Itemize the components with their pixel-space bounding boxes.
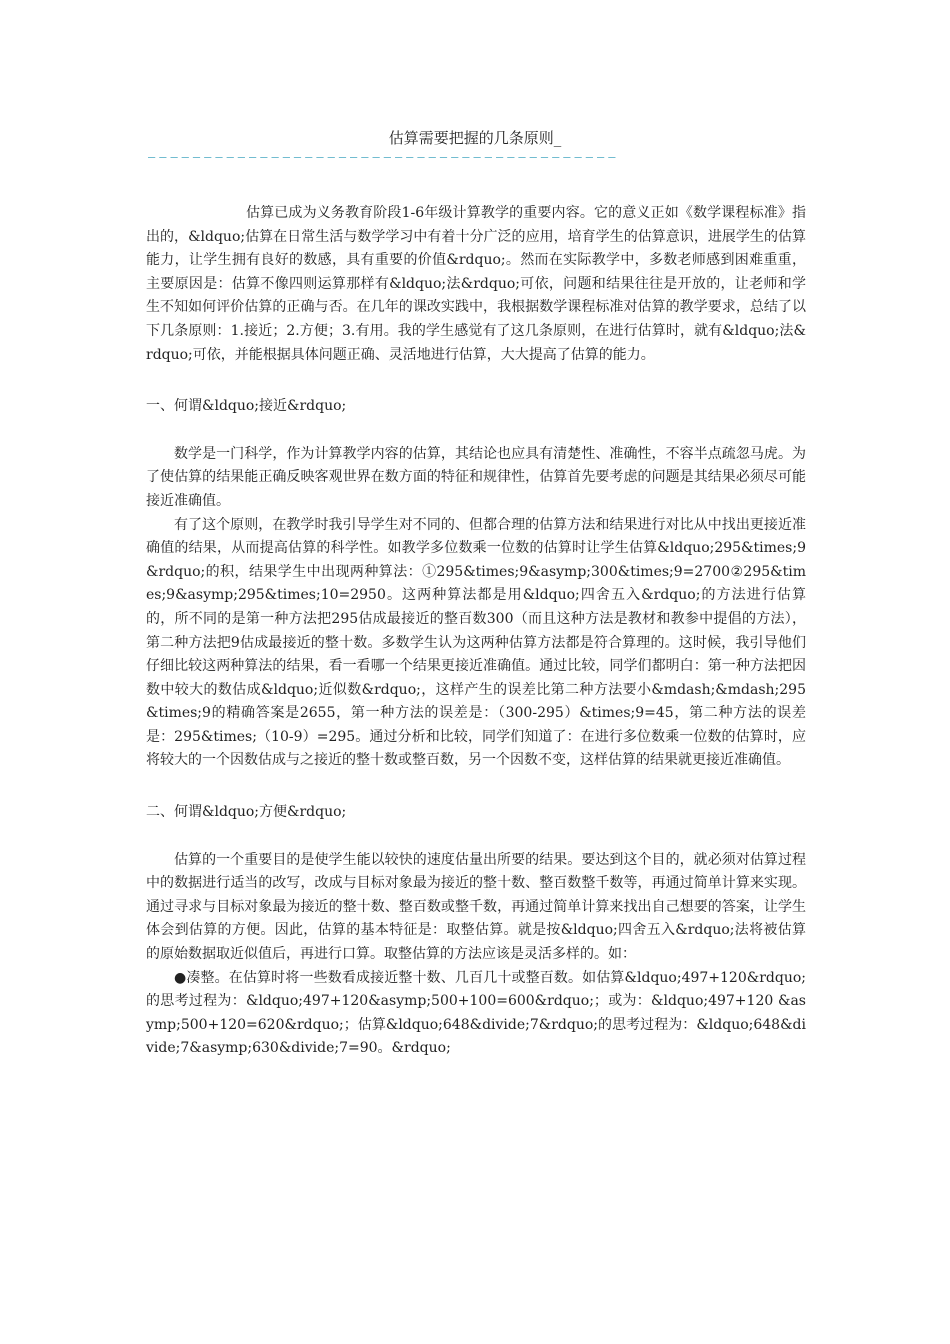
section-2-paragraph-1: 估算的一个重要目的是使学生能以较快的速度估量出所要的结果。要达到这个目的，就必须对估算过程中的数据进行适当的改写，改成与目标对象最为接近的整十数、整百数整千数等，再通过简单计算来实现。通过寻求与目标对象最为接近的整十数、整百数或整千数，再通过简单计算来找出自己想要的答案，让学生体会到估算的方便。因此，估算的基本特征是：取整估算。就是按&ldquo;四舍五入&rdquo;法将被估算的原始数据取近似值后，再进行口算。取整估算的方法应该是灵活多样的。如：: [146, 851, 806, 963]
bullet-paragraph: [146, 967, 806, 1061]
section-heading-2: 二、何谓&ldquo;方便&rdquo;: [146, 804, 347, 821]
section-heading-1: 一、何谓&ldquo;接近&rdquo;: [146, 398, 347, 415]
section-1-paragraph-1: 数学是一门科学，作为计算教学内容的估算，其结论也应具有清楚性、准确性，不容半点疏忽马虎。为了使估算的结果能正确反映客观世界在数方面的特征和规律性，估算首先要考虑的问题是其结果必须尽可能接近准确值。: [146, 445, 806, 509]
document-body: [146, 202, 806, 1061]
section-1-paragraph-2: 有了这个原则，在教学时我引导学生对不同的、但都合理的估算方法和结果进行对比从中找出更接近准确值的结果，从而提高估算的科学性。如教学多位数乘一位数的估算时让学生估算&ldquo;295&times;9&rdquo;的积，结果学生中出现两种算法：①295&times;9&asymp;300&times;9=2700②295&times;9&asymp;295&times;10=2950。这两种算法都是用&ldquo;四舍五入&rdquo;的方法进行估算的，所不同的是第一种方法把295估成最接近的整百数300（而且这种方法是教材和教参中提倡的方法），第二种方法把9估成最接近的整十数。多数学生认为这两种估算方法都是符合算理的。这时候，我引导他们仔细比较这两种算法的结果，看一看哪一个结果更接近准确值。通过比较，同学们都明白：第一种方法把因数中较大的数估成&ldquo;近似数&rdquo;，这样产生的误差比第二种方法要小&mdash;&mdash;295&times;9的精确答案是2655，第一种方法的误差是：（300-295）&times;9=45，第二种方法的误差是：295&times;（10-9）=295。通过分析和比较，同学们知道了：在进行多位数乘一位数的估算时，应将较大的一个因数估成与之接近的整十数或整百数，另一个因数不变，这样估算的结果就更接近准确值。: [146, 516, 806, 769]
bullet-icon: ●: [174, 969, 187, 986]
title-divider: ——————————————————————————————————————————: [148, 150, 620, 164]
document-title: 估算需要把握的几条原则_: [388, 129, 562, 147]
intro-paragraph: 估算已成为义务教育阶段1-6年级计算教学的重要内容。它的意义正如《数学课程标准》指出的，&ldquo;估算在日常生活与数学学习中有着十分广泛的应用，培育学生的估算意识，进展学生的估算能力，让学生拥有良好的数感，具有重要的价值&rdquo;。然而在实际教学中，多数老师感到困难重重，主要原因是：估算不像四则运算那样有&ldquo;法&rdquo;可依，问题和结果往往是开放的，让老师和学生不知如何评价估算的正确与否。在几年的课改实践中，我根据数学课程标准对估算的教学要求，总结了以下几条原则：1.接近；2.方便；3.有用。我的学生感觉有了这几条原则，在进行估算时，就有&ldquo;法&rdquo;可依，并能根据具体问题正确、灵活地进行估算，大大提高了估算的能力。: [146, 205, 806, 363]
bullet-text: 凑整。在估算时将一些数看成接近整十数、几百几十或整百数。如估算&ldquo;497+120&rdquo;的思考过程为：&ldquo;497+120&asymp;500+100=600&rdquo;；或为：&ldquo;497+120 &asymp;500+120=620&rdquo;；估算&ldquo;648&divide;7&rdquo;的思考过程为：&ldquo;648&divide;7&asymp;630&divide;7=90。&rdquo;: [146, 969, 806, 1057]
